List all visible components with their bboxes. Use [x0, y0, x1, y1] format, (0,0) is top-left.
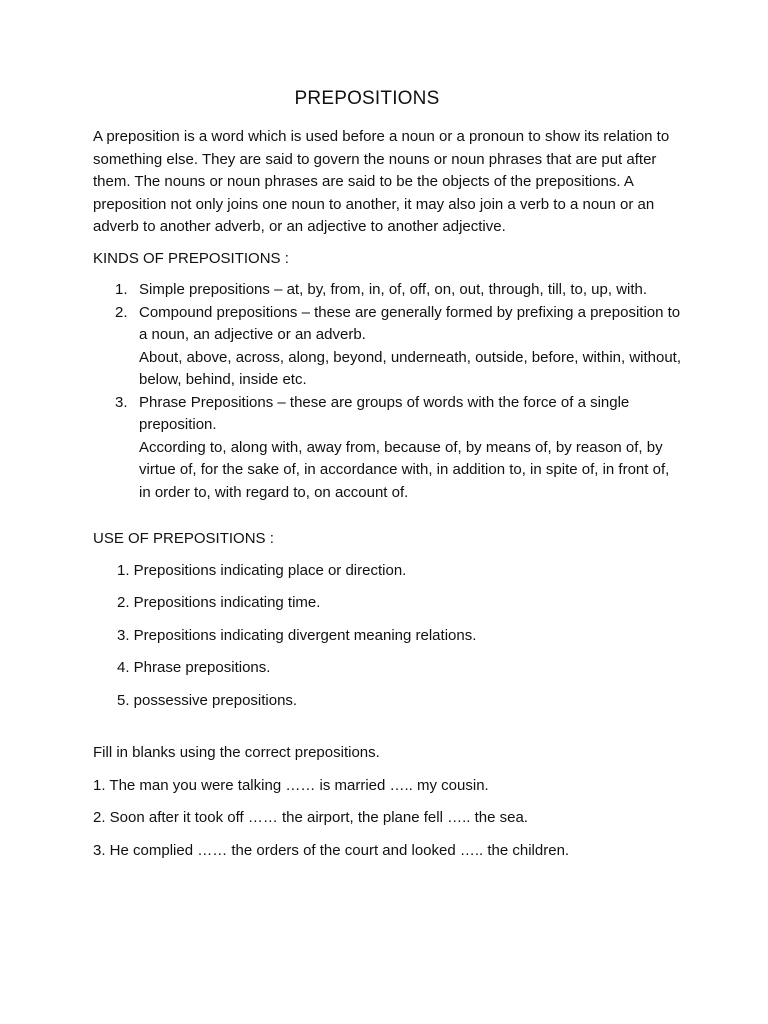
use-item: 1. Prepositions indicating place or direction. — [117, 561, 407, 579]
page-title: PREPOSITIONS — [294, 88, 440, 109]
list-number: 2. — [115, 303, 128, 321]
exercise-list — [93, 775, 683, 863]
kinds-heading: KINDS OF PREPOSITIONS : — [93, 249, 289, 267]
list-number: 3. — [115, 393, 128, 411]
exercise-item: 2. Soon after it took off …… the airport, the plane fell ….. the sea. — [93, 809, 528, 826]
kinds-list-item — [93, 392, 683, 505]
use-item: 2. Prepositions indicating time. — [117, 594, 321, 611]
exercise-instructions: Fill in blanks using the correct prepositions. — [93, 744, 380, 761]
kind-description: Phrase Prepositions – these are groups of words with the force of a single preposition. — [139, 393, 630, 433]
document-body — [93, 126, 683, 872]
kind-examples: About, above, across, along, beyond, underneath, outside, before, within, without, below, behind, inside etc. — [139, 348, 682, 388]
kinds-list-item — [93, 279, 683, 302]
kind-examples: According to, along with, away from, because of, by means of, by reason of, by virtue of, for the sake of, in accordance with, in addition to, in spite of, in front of, in order to, with regard to, on account of. — [139, 438, 670, 501]
uses-heading: USE OF PREPOSITIONS : — [93, 530, 274, 547]
kind-description: Simple prepositions – at, by, from, in, of, off, on, out, through, till, to, up, with. — [139, 281, 648, 298]
use-item: 3. Prepositions indicating divergent meaning relations. — [117, 626, 477, 644]
kind-description: Compound prepositions – these are generally formed by prefixing a preposition to a noun, an adjective or an adverb. — [139, 303, 681, 343]
use-item: 4. Phrase prepositions. — [117, 659, 271, 676]
list-number: 1. — [115, 281, 128, 298]
uses-list — [93, 560, 683, 713]
intro-paragraph: A preposition is a word which is used before a noun or a pronoun to show its relation to something else. They are said to govern the nouns or noun phrases that are put after them. The nouns or noun phrases are said to be the objects of the prepositions. A preposition not only joins one noun to another, it may also join a verb to a noun or an adverb to another adverb, or an adjective to another adjective. — [93, 128, 670, 235]
use-item: 5. possessive prepositions. — [117, 691, 298, 709]
kinds-list-item — [93, 302, 683, 392]
exercise-item: 1. The man you were talking …… is married ….. my cousin. — [93, 776, 489, 794]
exercise-item: 3. He complied …… the orders of the court and looked ….. the children. — [93, 841, 570, 859]
kinds-list — [93, 279, 683, 504]
